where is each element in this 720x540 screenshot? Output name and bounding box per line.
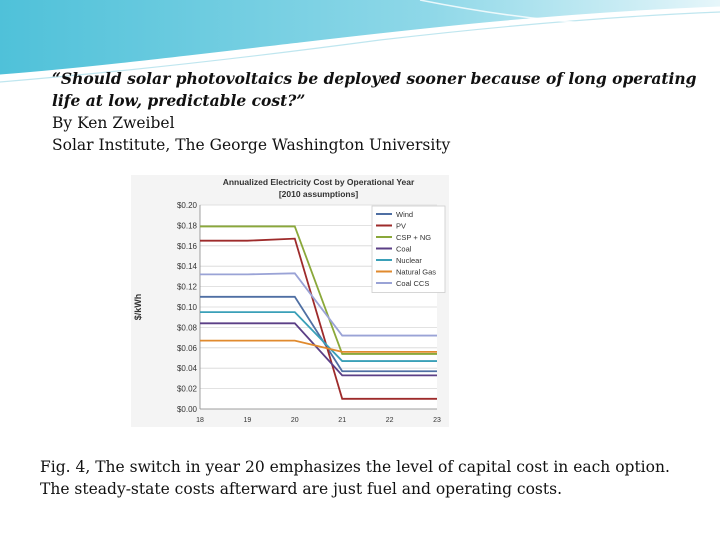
y-tick-label: $0.00 xyxy=(176,405,197,414)
y-tick-label: $0.06 xyxy=(176,343,197,353)
x-tick-label: 23 xyxy=(433,417,441,424)
x-tick-label: 19 xyxy=(243,417,252,424)
quote-title-line1: “Should solar photovoltaics be deployed sooner because of long operating xyxy=(52,69,697,88)
legend-entry: CSP + NG xyxy=(396,233,432,242)
y-tick-label: $0.20 xyxy=(176,201,197,210)
y-tick-label: $0.12 xyxy=(176,282,197,292)
x-tick-label: 21 xyxy=(338,417,347,424)
chart-svg xyxy=(131,175,449,427)
x-tick-label: 20 xyxy=(290,417,299,424)
x-tick-label: 18 xyxy=(196,417,204,424)
y-tick-label: $0.18 xyxy=(176,221,197,231)
legend-entry: Nuclear xyxy=(396,256,422,265)
affiliation-line: Solar Institute, The George Washington University xyxy=(52,136,451,154)
legend-entry: Natural Gas xyxy=(396,267,437,277)
y-tick-label: $0.08 xyxy=(176,323,197,333)
caption-line1: Fig. 4, The switch in year 20 emphasizes the level of capital cost in each option. xyxy=(40,458,670,476)
y-tick-label: $0.02 xyxy=(176,384,197,394)
legend-entry: Wind xyxy=(396,210,414,219)
y-axis-label: $/kWh xyxy=(133,293,143,321)
x-tick-label: 22 xyxy=(385,417,394,424)
cost-chart xyxy=(131,175,449,427)
y-tick-label: $0.10 xyxy=(176,303,197,312)
author-line: By Ken Zweibel xyxy=(52,114,175,132)
y-tick-label: $0.14 xyxy=(176,262,197,272)
caption-line2: The steady-state costs afterward are just fuel and operating costs. xyxy=(40,480,562,498)
legend-entry: Coal CCS xyxy=(396,279,430,288)
legend-entry: Coal xyxy=(396,244,412,254)
chart-subtitle: [2010 assumptions] xyxy=(278,189,359,199)
figure-caption xyxy=(40,456,700,500)
quote-title-line2: life at low, predictable cost?” xyxy=(52,91,306,110)
slide-header xyxy=(52,68,702,156)
y-tick-label: $0.16 xyxy=(176,241,197,251)
legend-entry: PV xyxy=(396,221,407,231)
chart-title: Annualized Electricity Cost by Operational Year xyxy=(222,177,415,187)
y-tick-label: $0.04 xyxy=(176,364,197,374)
